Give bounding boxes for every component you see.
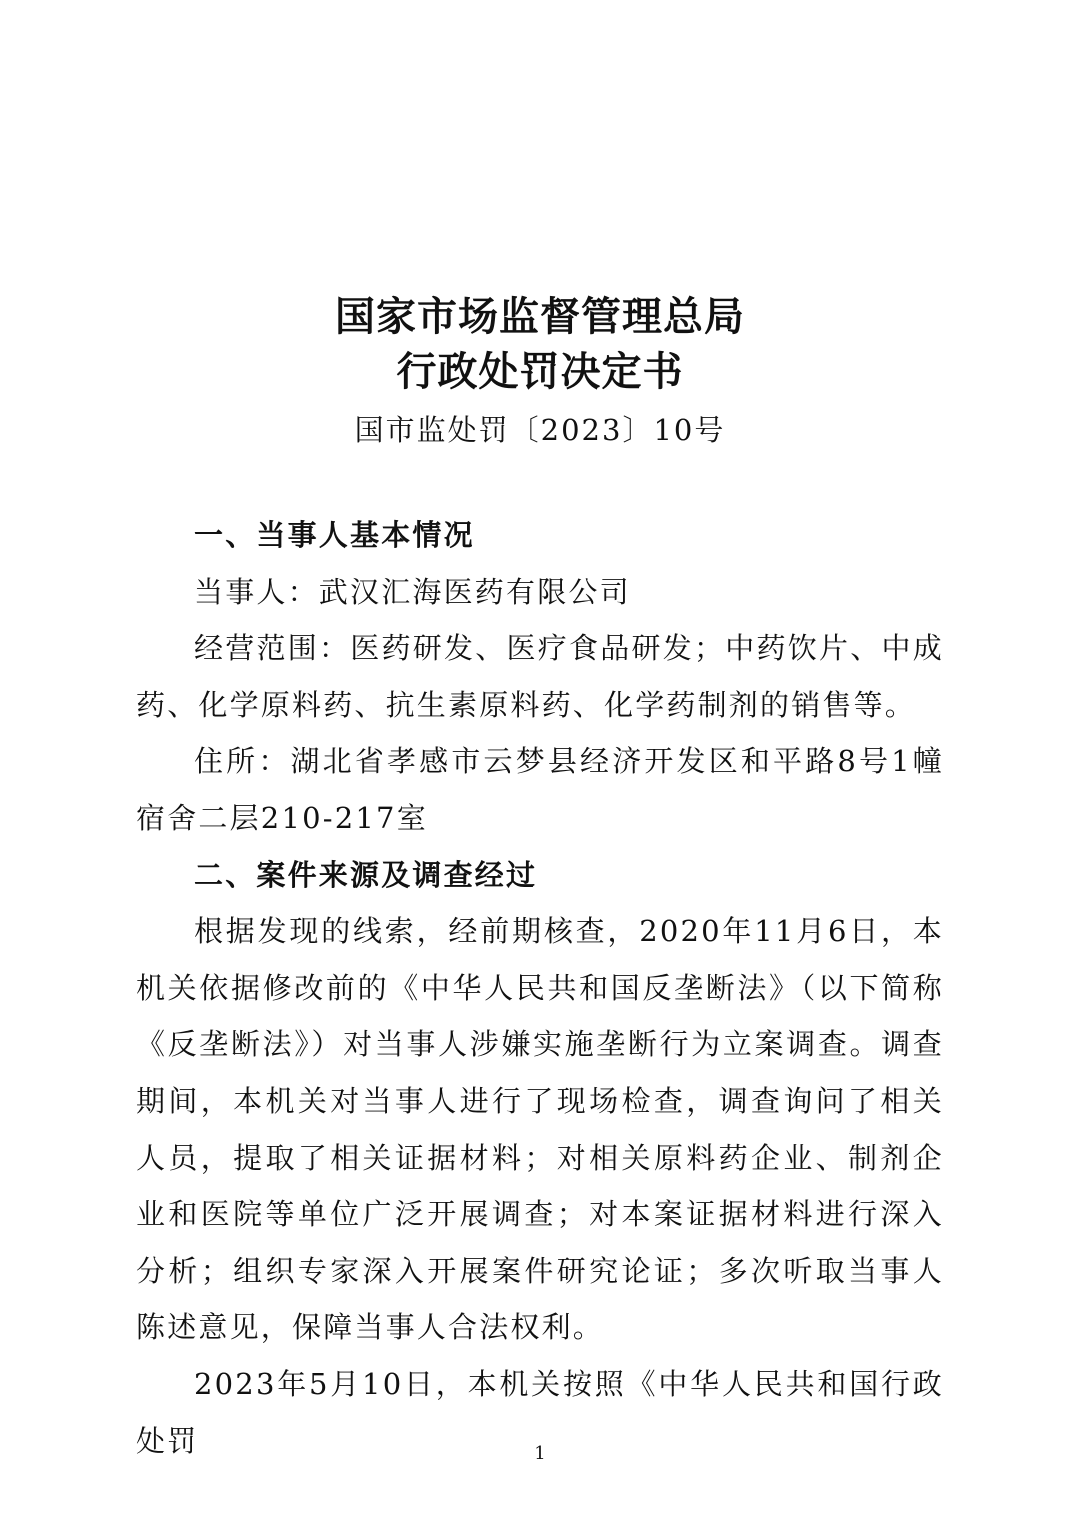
party-address: 住所：湖北省孝感市云梦县经济开发区和平路8号1幢宿舍二层210-217室 (136, 744, 944, 835)
section-heading-party-info: 一、当事人基本情况 (194, 518, 475, 552)
document-body (136, 507, 944, 1469)
page-number: 1 (534, 1443, 546, 1464)
section-heading-case-source: 二、案件来源及调查经过 (194, 857, 538, 892)
business-scope: 经营范围：医药研发、医疗食品研发；中药饮片、中成药、化学原料药、抗生素原料药、化学药制剂的销售等。 (136, 631, 944, 722)
document-title-line2: 行政处罚决定书 (396, 348, 684, 395)
party-name: 当事人：武汉汇海医药有限公司 (194, 574, 631, 609)
document-number: 国市监处罚〔2023〕10号 (354, 413, 726, 447)
document-title-line1: 国家市场监督管理总局 (335, 293, 745, 340)
case-investigation-paragraph: 根据发现的线索，经前期核查，2020年11月6日，本机关依据修改前的《中华人民共和国反垄断法》（以下简称《反垄断法》）对当事人涉嫌实施垄断行为立案调查。调查期间，本机关对当事人进行了现场检查，调查询问了相关人员，提取了相关证据材料；对相关原料药企业、制剂企业和医院等单位广泛开展调查；对本案证据材料进行深入分析；组织专家深入开展案件研究论证；多次听取当事人陈述意见，保障当事人合法权利。 (136, 914, 944, 1345)
case-hearing-paragraph: 2023年5月10日，本机关按照《中华人民共和国行政处罚 (136, 1366, 944, 1458)
